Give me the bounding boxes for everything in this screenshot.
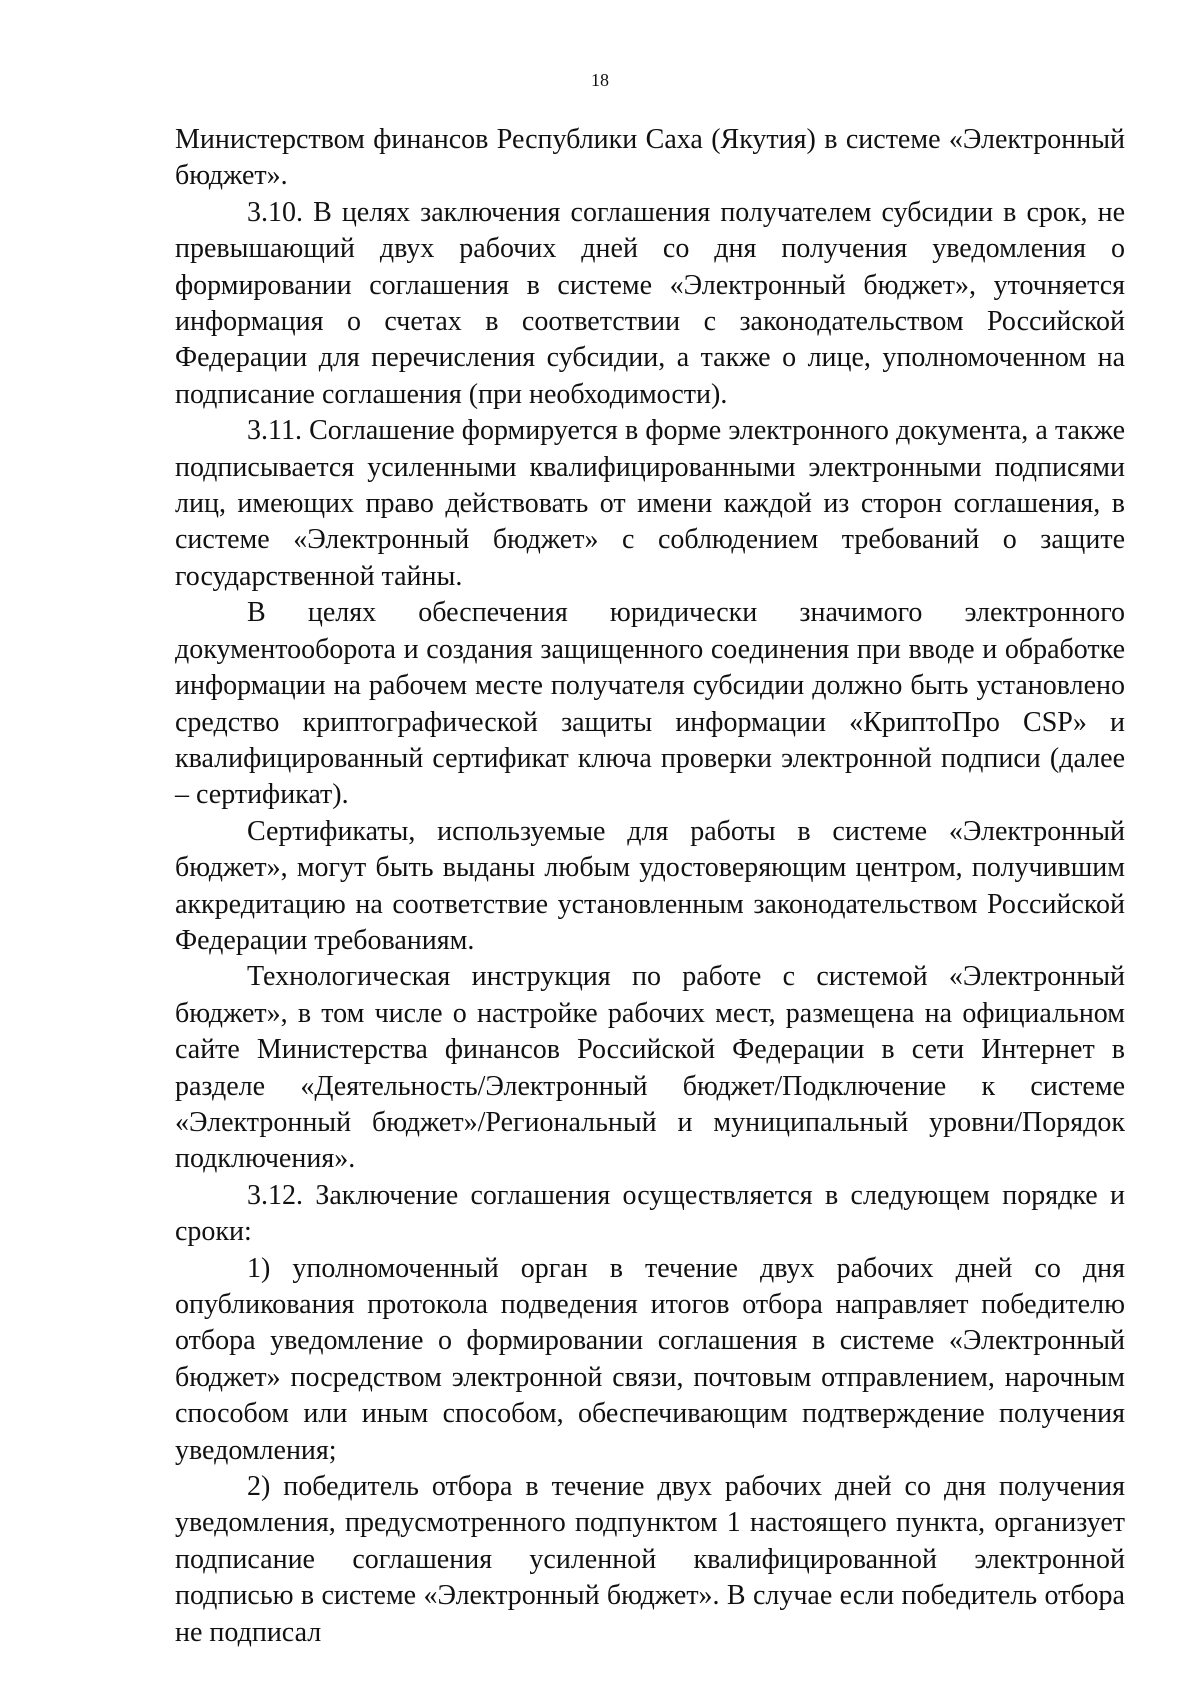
page-number: 18	[591, 70, 609, 90]
paragraph-3-12: 3.12. Заключение соглашения осуществляется в следующем порядке и сроки:	[175, 1179, 1125, 1248]
paragraph-tech-instruction: Технологическая инструкция по работе с системой «Электронный бюджет», в том числе о настройке рабочих мест, размещена на официальном сайте Министерства финансов Российской Федерации в сети Интернет в разделе «Деятельность/Электронный бюджет/Подключение к системе «Электронный бюджет»/Региональный и муниципальный уровни/Порядок подключения».	[175, 961, 1125, 1175]
paragraph-3-10: 3.10. В целях заключения соглашения получателем субсидии в срок, не превышающий двух рабочих дней со дня получения уведомления о формировании соглашения в системе «Электронный бюджет», уточняется информация о счетах в соответствии с законодательством Российской Федерации для перечисления субсидии, а также о лице, уполномоченном на подписание соглашения (при необходимости).	[175, 196, 1125, 410]
paragraph-crypto-protection: В целях обеспечения юридически значимого электронного документооборота и создания защищенного соединения при вводе и обработке информации на рабочем месте получателя субсидии должно быть установлено средство криптографической защиты информации «КриптоПро CSP» и квалифицированный сертификат ключа проверки электронной подписи (далее – сертификат).	[175, 597, 1125, 811]
paragraph-subitem-2: 2) победитель отбора в течение двух рабочих дней со дня получения уведомления, предусмотренного подпунктом 1 настоящего пункта, организует подписание соглашения усиленной квалифицированной электронной подписью в системе «Электронный бюджет». В случае если победитель отбора не подписал	[175, 1471, 1125, 1648]
document-body	[175, 122, 1125, 1651]
paragraph-subitem-1: 1) уполномоченный орган в течение двух рабочих дней со дня опубликования протокола подведения итогов отбора направляет победителю отбора уведомление о формировании соглашения в системе «Электронный бюджет» посредством электронной связи, почтовым отправлением, нарочным способом или иным способом, обеспечивающим подтверждение получения уведомления;	[175, 1252, 1125, 1466]
paragraph-certificates: Сертификаты, используемые для работы в системе «Электронный бюджет», могут быть выданы любым удостоверяющим центром, получившим аккредитацию на соответствие установленным законодательством Российской Федерации требованиям.	[175, 815, 1125, 956]
paragraph-continuation: Министерством финансов Республики Саха (Якутия) в системе «Электронный бюджет».	[175, 124, 1125, 192]
paragraph-3-11: 3.11. Соглашение формируется в форме электронного документа, а также подписывается усиленными квалифицированными электронными подписями лиц, имеющих право действовать от имени каждой из сторон соглашения, в системе «Электронный бюджет» с соблюдением требований о защите государственной тайны.	[175, 415, 1125, 592]
